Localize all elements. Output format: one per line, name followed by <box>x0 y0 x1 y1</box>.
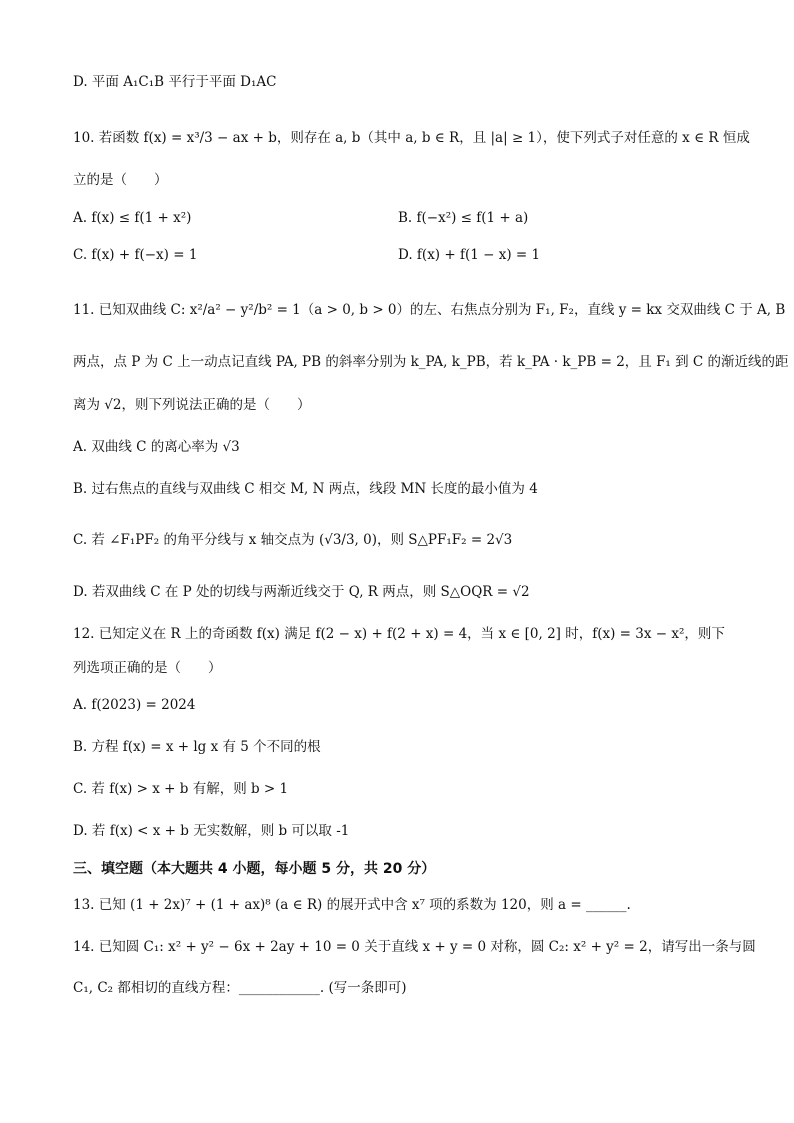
question-13: 13. 已知 (1 + 2x)⁷ + (1 + ax)⁸ (a ∈ R) 的展开式中含 x⁷ 项的系数为 120，则 a = ______. <box>73 897 631 913</box>
option-10d: D. f(x) + f(1 − x) = 1 <box>398 247 541 263</box>
option-11a: A. 双曲线 C 的离心率为 √3 <box>73 439 240 455</box>
option-11c: C. 若 ∠F₁PF₂ 的角平分线与 x 轴交点为 (√3/3, 0)，则 S△PF₁F₂ = 2√3 <box>73 532 513 548</box>
question-11-stem-end: 离为 √2，则下列说法正确的是（ ） <box>73 397 311 413</box>
question-11-stem-cont: 两点，点 P 为 C 上一动点记直线 PA, PB 的斜率分别为 k_PA, k_PB，若 k_PA · k_PB = 2，且 F₁ 到 C 的渐近线的距 <box>73 354 789 370</box>
option-12c: C. 若 f(x) > x + b 有解，则 b > 1 <box>73 781 289 797</box>
question-14-stem: 14. 已知圆 C₁: x² + y² − 6x + 2ay + 10 = 0 关于直线 x + y = 0 对称，圆 C₂: x² + y² = 2，请写出一条与圆 <box>73 939 756 955</box>
question-12-stem-cont: 列选项正确的是（ ） <box>73 660 222 676</box>
option-10c: C. f(x) + f(−x) = 1 <box>73 247 198 263</box>
option-10a: A. f(x) ≤ f(1 + x²) <box>73 210 192 226</box>
question-10-stem-cont: 立的是（ ） <box>73 172 168 188</box>
section-heading: 三、填空题（本大题共 4 小题，每小题 5 分，共 20 分） <box>73 861 436 877</box>
option-11b: B. 过右焦点的直线与双曲线 C 相交 M, N 两点，线段 MN 长度的最小值为 4 <box>73 481 538 497</box>
question-14-stem-cont: C₁, C₂ 都相切的直线方程：____________. (写一条即可) <box>73 980 407 996</box>
option-11d: D. 若双曲线 C 在 P 处的切线与两渐近线交于 Q, R 两点，则 S△OQR = √2 <box>73 584 530 600</box>
option-10b: B. f(−x²) ≤ f(1 + a) <box>398 210 529 226</box>
option-12a: A. f(2023) = 2024 <box>73 697 196 713</box>
option-9d: D. 平面 A₁C₁B 平行于平面 D₁AC <box>73 74 277 90</box>
option-12b: B. 方程 f(x) = x + lg x 有 5 个不同的根 <box>73 739 321 755</box>
question-10-stem: 10. 若函数 f(x) = x³/3 − ax + b，则存在 a, b（其中 a, b ∈ R，且 |a| ≥ 1），使下列式子对任意的 x ∈ R 恒成 <box>73 130 750 146</box>
question-12-stem: 12. 已知定义在 R 上的奇函数 f(x) 满足 f(2 − x) + f(2 + x) = 4，当 x ∈ [0, 2] 时，f(x) = 3x − x²，则下 <box>73 626 725 642</box>
option-12d: D. 若 f(x) < x + b 无实数解，则 b 可以取 -1 <box>73 823 350 839</box>
question-11-stem: 11. 已知双曲线 C: x²/a² − y²/b² = 1（a > 0, b > 0）的左、右焦点分别为 F₁, F₂，直线 y = kx 交双曲线 C 于 A, B <box>73 302 786 318</box>
